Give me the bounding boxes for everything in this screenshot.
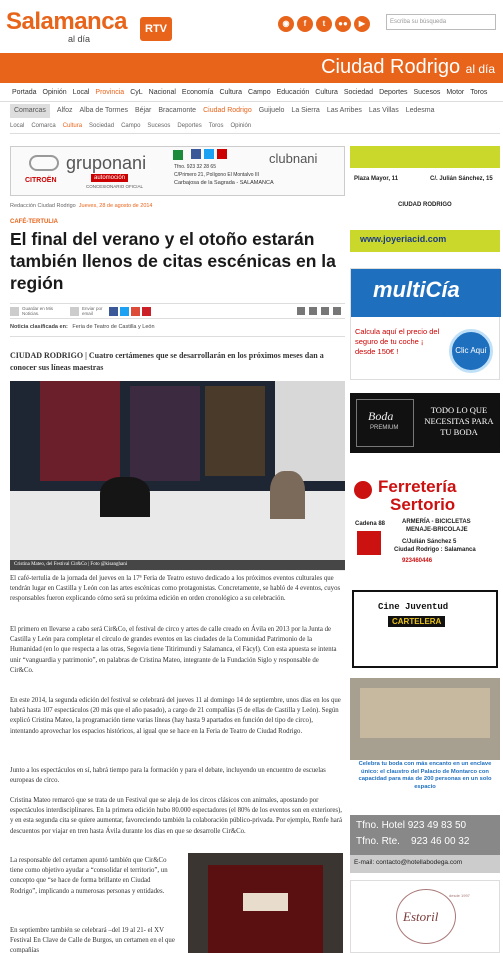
share-icon[interactable] [333, 307, 341, 315]
restaurant-phone: Tfno. Rte. 923 46 00 32 [356, 836, 470, 847]
joy-web[interactable]: www.joyeriacid.com [360, 234, 447, 244]
nani-phone: Tfno. 923 32 28 65 [174, 164, 216, 170]
boda-premium-ad[interactable] [350, 393, 500, 453]
citroen-icon [29, 155, 59, 171]
multicia-text: Calcula aquí el precio del seguro de tu coche ¡ desde 150€ ! [355, 327, 440, 356]
nani-address: C/Primero 21, Polígono El Montalvo III [174, 172, 260, 178]
ferr-cadena: Cadena 88 [355, 521, 386, 527]
nav-item[interactable]: Economía [181, 89, 214, 96]
subnav-item[interactable]: Campo [121, 123, 141, 129]
nav-item[interactable]: CyL [130, 89, 143, 96]
nani-sub: automoción [91, 174, 128, 182]
comarca-item[interactable]: Comarcas [10, 104, 50, 118]
multicia-sub: Correduría de Seguros, S.L. [413, 310, 464, 315]
rtv-logo[interactable]: RTV [140, 17, 172, 41]
subnav-item[interactable]: Comarca [31, 123, 56, 129]
ferr-line-4: Ciudad Rodrigo : Salamanca [394, 547, 476, 553]
twitter-icon[interactable] [204, 149, 214, 159]
article-toolbar [10, 303, 345, 319]
ferreteria-sertorio-ad[interactable] [350, 469, 500, 579]
section-title: Ciudad Rodrigo al día [321, 56, 495, 78]
ferr-title-2: Sertorio [390, 495, 456, 514]
nav-item[interactable]: Motor [446, 89, 465, 96]
twitter-icon[interactable]: t [316, 16, 332, 32]
subnav-item[interactable]: Deportes [177, 123, 202, 129]
estoril-since: desde 1997 [449, 893, 470, 898]
article-lead: CIUDAD RODRIGO | Cuatro certámenes que se desarrollarán en los próximos meses dan a conocer sus líneas maestras [10, 351, 324, 372]
citroen-label: CITROËN [25, 177, 57, 184]
comarca-item[interactable]: Bracamonte [158, 107, 197, 114]
multicia-ad[interactable] [350, 268, 500, 380]
subnav-item[interactable]: Local [10, 123, 25, 129]
article-paragraph: En septiembre también se celebrará –del 19 al 21- el XV Festival En Clave de Calle de Burgos, un certamen en el que compañías [10, 927, 175, 953]
ferr-line-2: MENAJE-BRICOLAJE [406, 527, 468, 533]
article-paragraph: Cristina Mateo remarcó que se trata de un Festival que se aleja de los circos clásicos con animales, apostando por espectáculos interdisciplinares. En la primera edición hubo 80.000 espectadores (el 80% de los eventos son en exteriores), y en esta segunda cita se quiere aumentar, favoreciendo también la colaboración público-privada. Por ejemplo, Renfe hará descuentos por viajar en tren hasta Ávila durante los días en que se desarrolle Cir&Co. [10, 797, 343, 835]
boda-title: Boda [368, 409, 394, 423]
article-photo [10, 381, 345, 571]
nav-item[interactable]: Sociedad [343, 89, 374, 96]
flickr-icon[interactable]: ●● [335, 16, 351, 32]
nav-item[interactable]: Nacional [148, 89, 176, 96]
nani-city: Carbajosa de la Sagrada - SALAMANCA [174, 180, 274, 186]
hotel-la-bodega-ad[interactable] [350, 815, 500, 873]
photo-caption: Cristina Mateo, del Festival Cir&Co | Foto @kisanghani [10, 560, 345, 570]
save-icon[interactable] [10, 307, 19, 316]
divider [0, 101, 503, 102]
ferr-logo-icon [354, 481, 372, 499]
comarca-item[interactable]: Ledesma [405, 107, 435, 114]
google-plus-icon[interactable] [131, 307, 140, 316]
nav-item[interactable]: Campo [248, 89, 271, 96]
clic-aqui-button[interactable]: Clic Aquí [449, 329, 493, 373]
multicia-brand: multiCía [373, 277, 460, 302]
font-smaller-icon[interactable] [309, 307, 317, 315]
facebook-icon[interactable] [109, 307, 118, 316]
article-title: El final del verano y el otoño estarán también llenos de citas escénicas en la región [10, 229, 336, 293]
save-link[interactable]: Guardar en Mis Noticias. [22, 306, 54, 316]
palacio-montarco-ad[interactable] [350, 678, 500, 802]
qr-icon [173, 150, 183, 160]
twitter-icon[interactable] [120, 307, 129, 316]
article-paragraph: El primero en llevarse a cabo será Cir&Co, el festival de circo y artes de calle creado en Ávila en 2013 por la Junta de Castilla y León para completar el círculo de grandes eventos en las ciudades de la Comunidad Patrimonio de la Humanidad (en lo que respecta a las otras, Segovia tiene Titirimundi y Salamanca, el Fàcyl). Con esta apuesta se intenta unir “vanguardia y patrimonio”, en palabras de Cristina Mateo, integrante de la Fundación Siglo y responsable de Cir&Co. [10, 626, 337, 674]
comarca-item[interactable]: Guijuelo [258, 107, 285, 114]
main-nav [0, 86, 503, 100]
print-icon[interactable] [297, 307, 305, 315]
article-paragraph: La responsable del certamen apuntó también que Cir&Co tiene como objetivo ayudar a “consolidar el territorio”, un concepto que “se hace de forma brillante en Ciudad Rodrigo”, implicando a numerosas personas y entidades. [10, 857, 168, 895]
nav-item[interactable]: Portada [12, 89, 37, 96]
comarca-item[interactable]: Béjar [134, 107, 152, 114]
cine-cartelera: CARTELERA [388, 616, 445, 627]
article-meta: Redacción Ciudad Rodrigo Jueves, 28 de agosto de 2014 [10, 203, 153, 209]
sub-nav [10, 120, 258, 132]
joy-city: CIUDAD RODRIGO [398, 202, 452, 208]
subnav-item[interactable]: Opinión [230, 123, 252, 129]
nav-item[interactable]: Deportes [379, 89, 408, 96]
nav-item[interactable]: Opinión [42, 89, 67, 96]
tag-link[interactable]: Feria de Teatro de Castilla y León [72, 324, 155, 330]
comarcas-nav [10, 104, 503, 118]
comarca-item[interactable]: Ciudad Rodrigo [203, 107, 252, 114]
subnav-item[interactable]: Sociedad [89, 123, 115, 129]
nav-item[interactable]: Cultura [315, 89, 338, 96]
nav-item[interactable]: Provincia [95, 89, 125, 96]
ferr-line-1: ARMERÍA - BICICLETAS [402, 519, 471, 525]
ferr-phone: 923460446 [402, 558, 433, 564]
nav-item[interactable]: Cultura [219, 89, 243, 96]
joyeria-cid-ad[interactable] [350, 146, 500, 252]
site-logo[interactable]: Salamanca [6, 8, 127, 35]
site-logo-subtitle: al día [68, 34, 91, 44]
search-input[interactable]: Escriba su búsqueda [386, 14, 496, 30]
estoril-ad[interactable] [350, 880, 500, 953]
nani-sub2: CONCESIONARIO OFICIAL [86, 184, 144, 189]
boda-tagline: TODO LO QUE NECESITAS PARA TU BODA [424, 405, 494, 437]
facebook-icon[interactable]: f [297, 16, 313, 32]
estoril-name: Estoril [403, 909, 439, 924]
cine-juventud-ad[interactable] [350, 588, 500, 670]
hotel-email[interactable]: E-mail: contacto@hotellabodega.com [354, 859, 463, 866]
comarca-item[interactable]: Las Arribes [326, 107, 362, 114]
hotel-phone: Tfno. Hotel 923 49 83 50 [356, 820, 467, 831]
cine-title: Cine Juventud [378, 602, 449, 612]
nav-item[interactable]: Toros [470, 89, 488, 96]
comarca-item[interactable]: Alfoz [56, 107, 73, 114]
font-larger-icon[interactable] [321, 307, 329, 315]
comarca-item[interactable]: La Sierra [291, 107, 320, 114]
article-paragraph: El café-tertulia de la jornada del jueves en la 17ª Feria de Teatro estuvo dedicado a los próximos eventos culturales que tendrán lugar en Castilla y León con las artes escénicas como protagonistas. Concretamente, se habló de 4 eventos, cuyos responsables fueron explicando cómo será su próxima edición en orden cronológico a su celebración. [10, 575, 341, 603]
grupo-nani-ad[interactable] [10, 146, 345, 196]
article-photo-secondary [188, 853, 343, 953]
comarca-item[interactable]: Las Villas [368, 107, 399, 114]
comarca-item[interactable]: Alba de Tormes [79, 107, 128, 114]
joy-address-1: Plaza Mayor, 11 [354, 176, 399, 182]
article-paragraph: En este 2014, la segunda edición del festival se celebrará del jueves 11 al domingo 14 de septiembre, unos días en los que habrá hasta 107 espectáculos (20 más que el año pasado), a cargo de 21 compañías (5 de ellas de Castilla y León). Según explicó Cristina Mateo, la programación tiene varias líneas (hay hasta 9 apartados en función del tipo de circo), intentando aprovechar los espacios históricos, al igual que se hace en la Feria de Teatro de Ciudad Rodrigo. [10, 697, 341, 735]
youtube-icon[interactable] [217, 149, 227, 159]
ferr-line-3: C/Julián Sánchez 5 [402, 539, 457, 545]
joy-address-2: C/. Julián Sánchez, 15 [430, 176, 493, 182]
divider [10, 133, 500, 134]
pinterest-icon[interactable] [142, 307, 151, 316]
cadena88-icon [357, 531, 381, 555]
nav-item[interactable]: Educación [276, 89, 310, 96]
subnav-item[interactable]: Cultura [62, 123, 83, 129]
email-link[interactable]: Enviar por email [82, 306, 103, 316]
article-tags: Noticia clasificada en: Feria de Teatro de Castilla y León [10, 324, 155, 330]
nav-item[interactable]: Sucesos [413, 89, 441, 96]
divider [10, 336, 345, 337]
palacio-text: Celebra tu boda con más encanto en un enclave único: el claustro del Palacio de Montarco con capacidad para más de 200 personas en un solo espacio [358, 761, 492, 790]
facebook-icon[interactable] [191, 149, 201, 159]
subnav-item[interactable]: Toros [208, 123, 224, 129]
ferr-title: Ferretería [378, 477, 457, 496]
article-paragraph: Junto a los espectáculos en sí, habrá tiempo para la formación y para el debate, incluyendo un encuentro de escuelas europeas de circo. [10, 767, 326, 785]
nav-item[interactable]: Local [72, 89, 90, 96]
nani-brand: gruponani [66, 153, 147, 173]
rss-icon[interactable]: ◉ [278, 16, 294, 32]
clubnani-brand: clubnani [269, 151, 318, 166]
article-category[interactable]: CAFÉ-TERTULIA [10, 219, 58, 225]
subnav-item[interactable]: Sucesos [147, 123, 171, 129]
youtube-icon[interactable]: ▶ [354, 16, 370, 32]
boda-sub: PREMIUM [370, 425, 399, 431]
email-icon[interactable] [70, 307, 79, 316]
